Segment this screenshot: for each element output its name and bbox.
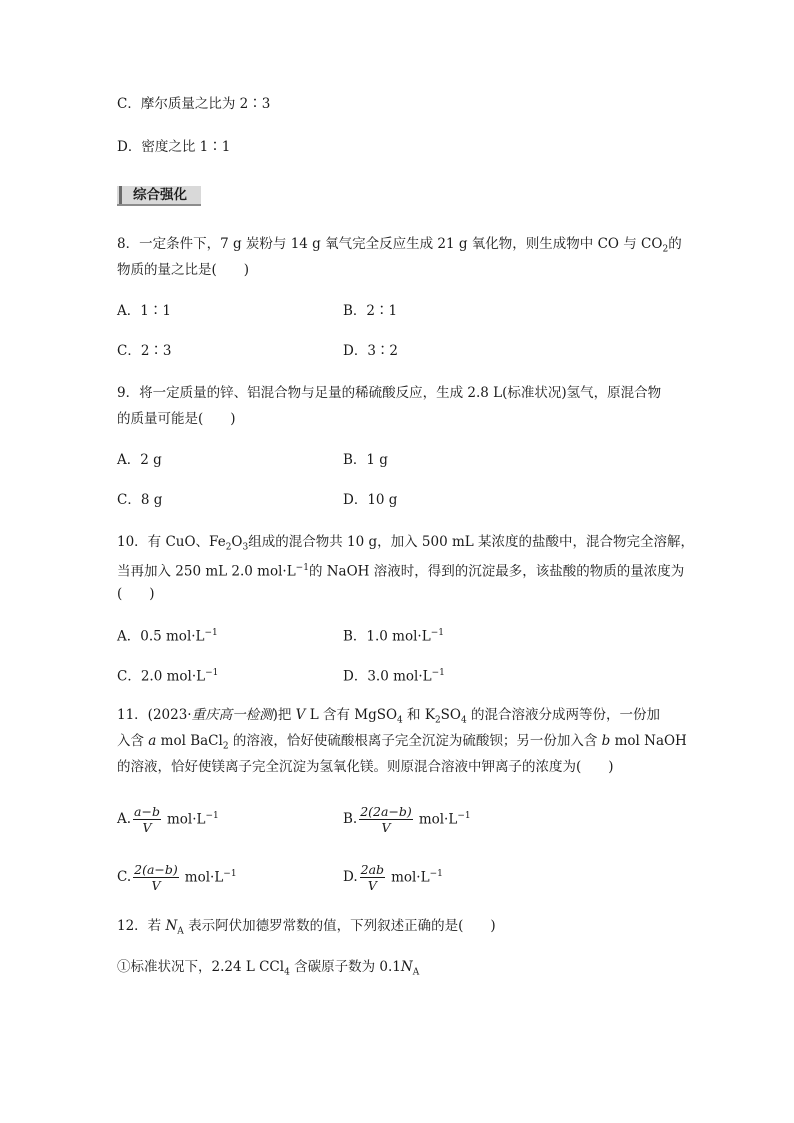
q7-option-d: D．密度之比 1∶1 xyxy=(117,139,231,155)
q10-option-c: C．2.0 $mol\cdot L^{-1}$ xyxy=(117,668,219,685)
q10-option-a: A．0.5 $mol\cdot L^{-1}$ xyxy=(117,628,218,645)
q8-stem-line1: 8．一定条件下，7 g 炭粉与 14 g 氧气完全反应生成 21 g 氧化物，则生成物中 CO 与 $CO_2$的 xyxy=(117,236,682,255)
q8-stem-line2: 物质的量之比是( ) xyxy=(117,262,250,278)
q9-option-c: C．8 g xyxy=(117,492,163,508)
q11-stem-line1: 11．(2023·重庆高一检测)把 V L 含有 MgSO$_4$ 和 $K_2SO_4$ 的混合溶液分成两等份，一份加 xyxy=(117,707,661,726)
q9-stem-line2: 的质量可能是( ) xyxy=(117,411,236,427)
q11-option-c-fraction: $\frac{2(a-b)}{V}$ xyxy=(134,861,178,893)
q12-stem: 12．若 $N_A$ 表示阿伏加德罗常数的值，下列叙述正确的是( ) xyxy=(117,918,496,937)
q11-option-a-fraction: $\frac{a-b}{V}$ xyxy=(134,803,160,835)
q10-option-d: D．3.0 $mol\cdot L^{-1}$ xyxy=(343,668,445,685)
q11-option-a: A. $\frac{a-b}{V}$ $mol\cdot L^{-1}$ xyxy=(117,803,219,835)
q10-stem-line2: 当再加入 250 mL 2.0 $mol\cdot L^{-1}$的 NaOH 溶液时，得到的沉淀最多，该盐酸的物质的量浓度为 xyxy=(117,563,685,580)
section-marker xyxy=(119,186,122,204)
q11-option-d-fraction: $\frac{2ab}{V}$ xyxy=(360,861,385,893)
q9-option-a: A．2 g xyxy=(117,452,162,468)
q11-stem-line2: 入含 a mol BaCl$_2$ 的溶液，恰好使硫酸根离子完全沉淀为硫酸钡；另一份加入含 b mol NaOH xyxy=(117,733,687,752)
q10-stem-line1: 10．有 CuO、$Fe_2O_3$组成的混合物共 10 g，加入 500 mL 某浓度的盐酸中，混合物完全溶解， xyxy=(117,534,695,553)
q8-option-a: A．1∶1 xyxy=(117,303,171,319)
q11-stem-line3: 的溶液，恰好使镁离子完全沉淀为氢氧化镁。则原混合溶液中钾离子的浓度为( ) xyxy=(117,759,614,775)
q11-option-c: C. $\frac{2(a-b)}{V}$ $mol\cdot L^{-1}$ xyxy=(117,861,237,893)
q9-option-d: D．10 g xyxy=(343,492,398,508)
q12-item-1: ①标准状况下，2.24 L CCl$_4$ 含碳原子数为 $0.1N_A$ xyxy=(117,959,420,978)
section-title: 综合强化 xyxy=(133,187,187,203)
q10-option-b: B．1.0 $mol\cdot L^{-1}$ xyxy=(343,628,444,645)
q7-option-c: C．摩尔质量之比为 2∶3 xyxy=(117,96,271,112)
section-header xyxy=(117,186,201,206)
q8-option-c: C．2∶3 xyxy=(117,343,172,359)
q9-option-b: B．1 g xyxy=(343,452,388,468)
q11-option-d: D. $\frac{2ab}{V}$ $mol\cdot L^{-1}$ xyxy=(343,861,443,893)
q11-option-b-fraction: $\frac{2(2a-b)}{V}$ xyxy=(360,803,412,835)
q9-stem-line1: 9．将一定质量的锌、铝混合物与足量的稀硫酸反应，生成 2.8 L(标准状况)氢气，原混合物 xyxy=(117,385,662,401)
q10-stem-line3: ( ) xyxy=(117,586,155,602)
q8-option-d: D．3∶2 xyxy=(343,343,399,359)
q11-option-b: B. $\frac{2(2a-b)}{V}$ $mol\cdot L^{-1}$ xyxy=(343,803,471,835)
q8-option-b: B．2∶1 xyxy=(343,303,398,319)
